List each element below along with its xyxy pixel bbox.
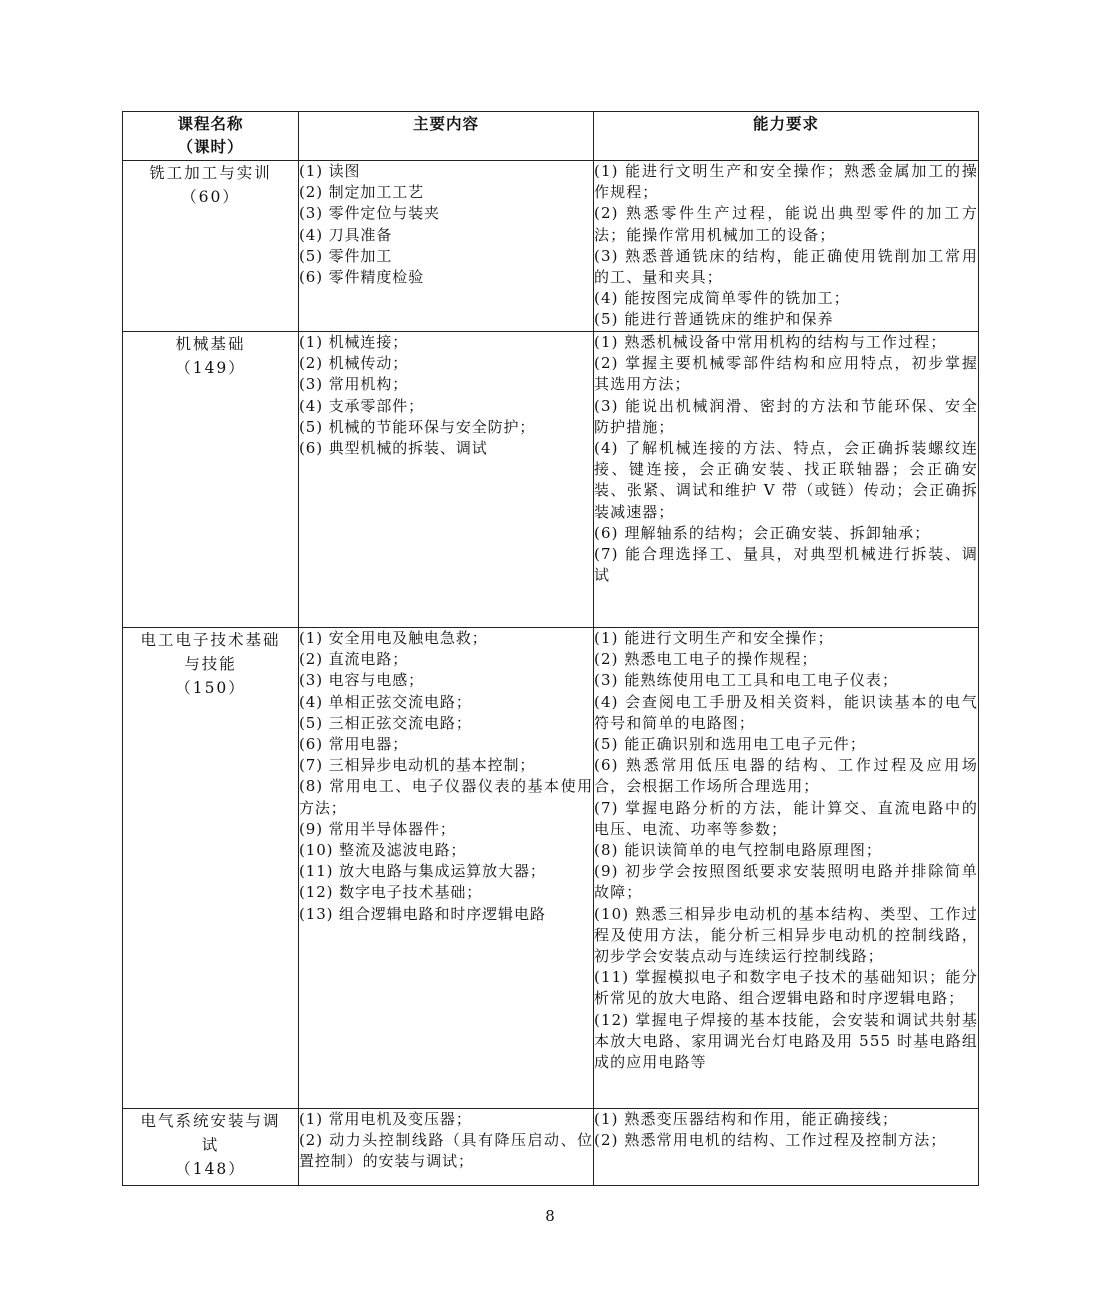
content-item: (11) 放大电路与集成运算放大器； xyxy=(299,862,546,881)
course-hours: （150） xyxy=(175,679,246,697)
requirement-item: (3) 能说出机械润滑、密封的方法和节能环保、安全防护措施； xyxy=(594,396,978,436)
header-ability-requirements: 能力要求 xyxy=(594,112,979,161)
content-item: (1) 读图 xyxy=(299,162,361,180)
content-item: (2) 机械传动； xyxy=(299,354,409,373)
main-content-cell xyxy=(299,1109,594,1186)
requirement-item: (11) 掌握模拟电子和数字电子技术的基础知识；能分析常见的放大电路、组合逻辑电路和时序逻辑电路； xyxy=(594,968,978,1008)
content-item: (1) 常用电机及变压器； xyxy=(299,1110,472,1128)
content-item: (4) 支承零部件； xyxy=(299,396,425,415)
page-number: 8 xyxy=(545,1207,555,1225)
requirement-item: (2) 熟悉电工电子的操作规程； xyxy=(594,650,818,669)
content-item: (13) 组合逻辑电路和时序逻辑电路 xyxy=(299,904,546,923)
content-item: (5) 三相正弦交流电路； xyxy=(299,713,472,732)
content-item: (3) 常用机构； xyxy=(299,375,409,394)
course-name: 铣工加工与实训 xyxy=(149,164,272,182)
ability-requirements-cell xyxy=(594,1109,979,1186)
requirement-item: (1) 熟悉变压器结构和作用，能正确接线； xyxy=(594,1110,899,1128)
content-item: (9) 常用半导体器件； xyxy=(299,819,456,838)
content-item: (8) 常用电工、电子仪器仪表的基本使用方法； xyxy=(299,777,593,817)
course-name-cell xyxy=(123,161,299,332)
content-item: (5) 零件加工 xyxy=(299,246,393,265)
requirement-item: (12) 掌握电子焊接的基本技能，会安装和调试共射基本放大电路、家用调光台灯电路及用 555 时基电路组成的应用电路等 xyxy=(594,1010,978,1072)
course-name: 电工电子技术基础 xyxy=(140,631,281,649)
content-item: (3) 电容与电感； xyxy=(299,671,425,690)
content-item: (6) 零件精度检验 xyxy=(299,268,425,287)
requirement-item: (2) 熟悉常用电机的结构、工作过程及控制方法； xyxy=(594,1131,947,1150)
content-item: (5) 机械的节能环保与安全防护； xyxy=(299,417,536,436)
course-name: 试 xyxy=(201,1136,220,1154)
content-item: (2) 直流电路； xyxy=(299,650,409,669)
header-main-content: 主要内容 xyxy=(299,112,594,161)
requirement-item: (2) 掌握主要机械零部件结构和应用特点，初步掌握其选用方法； xyxy=(594,354,978,394)
requirement-item: (1) 能进行文明生产和安全操作；熟悉金属加工的操作规程； xyxy=(594,162,978,202)
main-content-cell xyxy=(299,161,594,332)
course-name-cell xyxy=(123,628,299,1109)
content-item: (12) 数字电子技术基础； xyxy=(299,883,483,902)
header-course-name xyxy=(123,112,299,161)
course-name: 电气系统安装与调 xyxy=(140,1112,281,1130)
course-hours: （149） xyxy=(175,359,246,377)
requirement-item: (6) 熟悉常用低压电器的结构、工作过程及应用场合，会根据工作场所合理选用； xyxy=(594,756,978,796)
main-content-cell xyxy=(299,332,594,628)
course-hours: （148） xyxy=(175,1160,246,1178)
table-header-row xyxy=(123,112,979,161)
content-item: (1) 安全用电及触电急救； xyxy=(299,629,488,647)
requirement-item: (5) 能正确识别和选用电工电子元件； xyxy=(594,735,866,754)
table-row xyxy=(123,628,979,1109)
course-name-cell xyxy=(123,1109,299,1186)
course-name: 机械基础 xyxy=(175,335,246,353)
requirement-item: (7) 能合理选择工、量具，对典型机械进行拆装、调试 xyxy=(594,545,978,585)
header-course-name-line2: （课时） xyxy=(177,137,244,156)
requirement-item: (6) 理解轴系的结构；会正确安装、拆卸轴承； xyxy=(594,523,931,542)
requirement-item: (3) 能熟练使用电工工具和电工电子仪表； xyxy=(594,671,899,690)
content-item: (1) 机械连接； xyxy=(299,333,409,351)
content-item: (7) 三相异步电动机的基本控制； xyxy=(299,756,536,775)
requirement-item: (1) 熟悉机械设备中常用机构的结构与工作过程； xyxy=(594,333,947,351)
ability-requirements-cell xyxy=(594,628,979,1109)
requirement-item: (4) 会查阅电工手册及相关资料，能识读基本的电气符号和简单的电路图； xyxy=(594,692,978,732)
content-item: (4) 单相正弦交流电路； xyxy=(299,692,472,711)
table-row xyxy=(123,161,979,332)
requirement-item: (4) 了解机械连接的方法、特点，会正确拆装螺纹连接、键连接，会正确安装、找正联轴器；会正确安装、张紧、调试和维护 V 带（或链）传动；会正确拆装减速器； xyxy=(594,439,978,521)
content-item: (6) 典型机械的拆装、调试 xyxy=(299,439,488,458)
course-name-cell xyxy=(123,332,299,628)
content-item: (2) 制定加工工艺 xyxy=(299,183,425,202)
requirement-item: (10) 熟悉三相异步电动机的基本结构、类型、工作过程及使用方法，能分析三相异步电动机的控制线路，初步学会安装点动与连续运行控制线路； xyxy=(594,904,978,966)
requirement-item: (8) 能识读简单的电气控制电路原理图； xyxy=(594,841,883,860)
content-item: (2) 动力头控制线路（具有降压启动、位置控制）的安装与调试； xyxy=(299,1131,593,1171)
requirement-item: (7) 掌握电路分析的方法，能计算交、直流电路中的电压、电流、功率等参数； xyxy=(594,798,978,838)
content-item: (3) 零件定位与装夹 xyxy=(299,204,440,223)
requirement-item: (1) 能进行文明生产和安全操作； xyxy=(594,629,834,647)
table-row xyxy=(123,1109,979,1186)
table-row xyxy=(123,332,979,628)
content-item: (6) 常用电器； xyxy=(299,735,409,754)
content-item: (4) 刀具准备 xyxy=(299,225,393,244)
requirement-item: (5) 能进行普通铣床的维护和保养 xyxy=(594,310,834,329)
requirement-item: (4) 能按图完成简单零件的铣加工； xyxy=(594,289,850,308)
course-hours: （60） xyxy=(181,188,240,206)
header-course-name-line1: 课程名称 xyxy=(177,114,244,133)
requirement-item: (9) 初步学会按照图纸要求安装照明电路并排除简单故障； xyxy=(594,862,978,902)
main-content-cell xyxy=(299,628,594,1109)
requirement-item: (3) 熟悉普通铣床的结构，能正确使用铣削加工常用的工、量和夹具； xyxy=(594,246,978,287)
ability-requirements-cell xyxy=(594,161,979,332)
requirement-item: (2) 熟悉零件生产过程，能说出典型零件的加工方法；能操作常用机械加工的设备； xyxy=(594,204,978,244)
course-name: 与技能 xyxy=(184,655,237,673)
course-table xyxy=(122,111,979,1186)
content-item: (10) 整流及滤波电路； xyxy=(299,841,467,860)
ability-requirements-cell xyxy=(594,332,979,628)
